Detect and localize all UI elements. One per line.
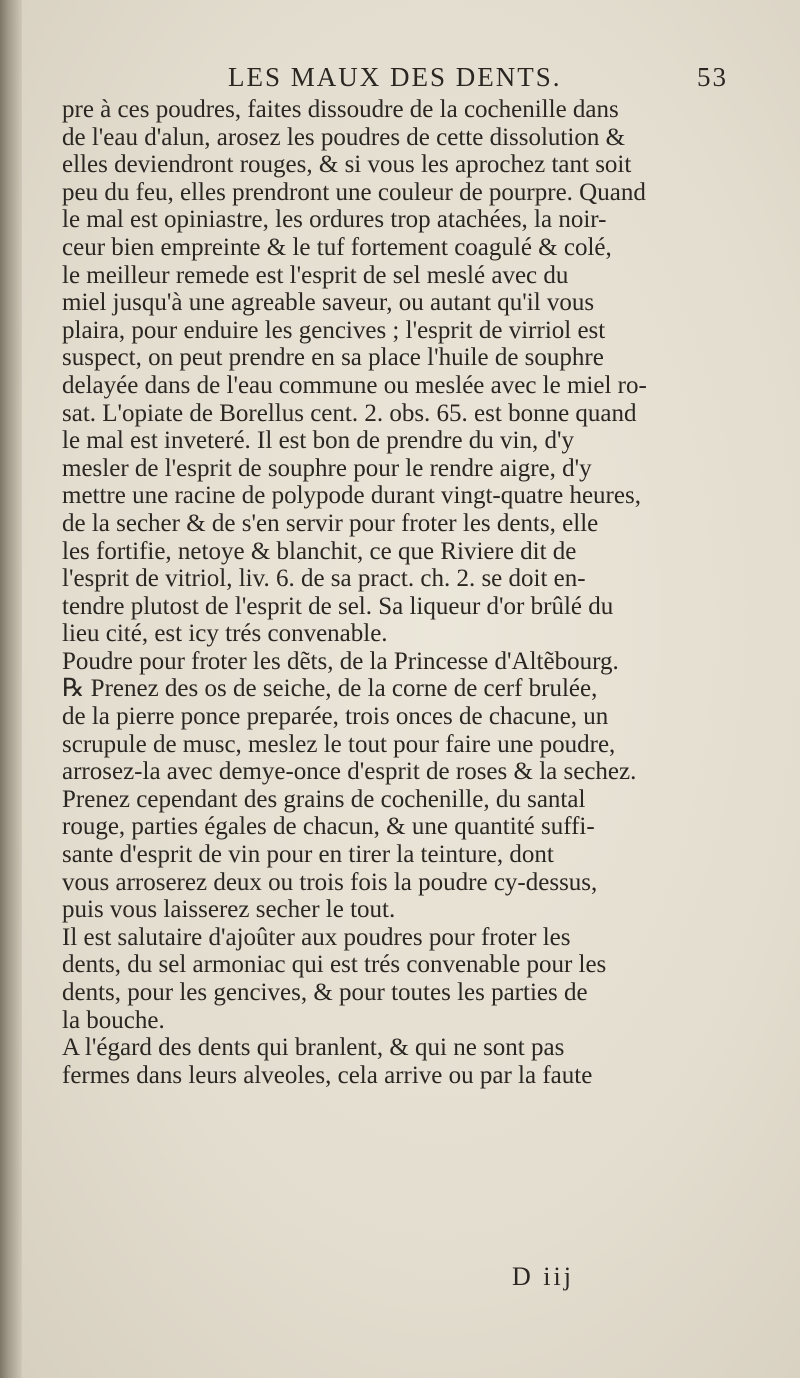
text-line: de l'eau d'alun, arosez les poudres de cette dissolution & [62, 123, 626, 151]
text-line: la bouche. [62, 1006, 165, 1034]
text-line: puis vous laisserez secher le tout. [62, 896, 396, 924]
text-line: Prenez cependant des grains de cochenille, du santal [62, 785, 586, 813]
text-line: de la pierre ponce preparée, trois onces de chacune, un [62, 703, 609, 731]
body-text [62, 96, 722, 1089]
text-line: vous arroserez deux ou trois fois la poudre cy-dessus, [62, 868, 598, 896]
text-line: mesler de l'esprit de souphre pour le rendre aigre, d'y [62, 454, 592, 482]
section-heading: Poudre pour froter les dẽts, de la Princesse d'Altẽbourg. [62, 647, 619, 675]
text-line: mettre une racine de polypode durant vingt-quatre heures, [62, 482, 641, 510]
text-line: ceur bien empreinte & le tuf fortement coagulé & colé, [62, 233, 612, 261]
text-line: arrosez-la avec demye-once d'esprit de roses & la sechez. [62, 758, 637, 786]
book-spine-shadow [0, 0, 22, 1378]
text-line: peu du feu, elles prendront une couleur de pourpre. Quand [62, 178, 646, 206]
text-line: scrupule de musc, meslez le tout pour faire une poudre, [62, 730, 616, 758]
signature-mark: D iij [512, 1262, 574, 1291]
text-line: le meilleur remede est l'esprit de sel meslé avec du [62, 261, 569, 289]
text-line: dents, pour les gencives, & pour toutes les parties de [62, 979, 588, 1006]
text-line: delayée dans de l'eau commune ou meslée avec le miel ro- [62, 371, 647, 399]
text-line: le mal est inveteré. Il est bon de prendre du vin, d'y [62, 427, 574, 455]
text-line: sante d'esprit de vin pour en tirer la teinture, dont [62, 841, 554, 869]
text-line: lieu cité, est icy trés convenable. [62, 620, 388, 648]
text-line: plaira, pour enduire les gencives ; l'esprit de virriol est [62, 316, 606, 344]
text-line: de la secher & de s'en servir pour froter les dents, elle [62, 509, 599, 537]
text-line: dents, du sel armoniac qui est trés convenable pour les [62, 951, 607, 979]
text-line: le mal est opiniastre, les ordures trop atachées, la noir- [62, 206, 607, 234]
text-line: suspect, on peut prendre en sa place l'huile de souphre [62, 344, 604, 372]
text-line: elles deviendront rouges, & si vous les aprochez tant soit [62, 151, 632, 179]
page-number: 53 [697, 62, 728, 92]
text-line: miel jusqu'à une agreable saveur, ou autant qu'il vous [62, 289, 595, 317]
text-line: l'esprit de vitriol, liv. 6. de sa pract. ch. 2. se doit en- [62, 565, 586, 593]
text-line: tendre plutost de l'esprit de sel. Sa liqueur d'or brûlé du [62, 592, 614, 620]
text-line: fermes dans leurs alveoles, cela arrive ou par la faute [62, 1061, 593, 1089]
text-line: les fortifie, netoye & blanchit, ce que Riviere dit de [62, 537, 577, 565]
text-line: pre à ces poudres, faites dissoudre de la cochenille dans [62, 96, 619, 123]
text-line: Il est salutaire d'ajoûter aux poudres pour froter les [62, 923, 571, 951]
text-line: rouge, parties égales de chacun, & une quantité suffi- [62, 813, 595, 841]
text-line: A l'égard des dents qui branlent, & qui ne sont pas [62, 1034, 565, 1062]
text-line: ℞ Prenez des os de seiche, de la corne de cerf brulée, [62, 675, 598, 703]
running-title: LES MAUX DES DENTS. [228, 62, 562, 92]
text-line: sat. L'opiate de Borellus cent. 2. obs. 65. est bonne quand [62, 399, 637, 427]
